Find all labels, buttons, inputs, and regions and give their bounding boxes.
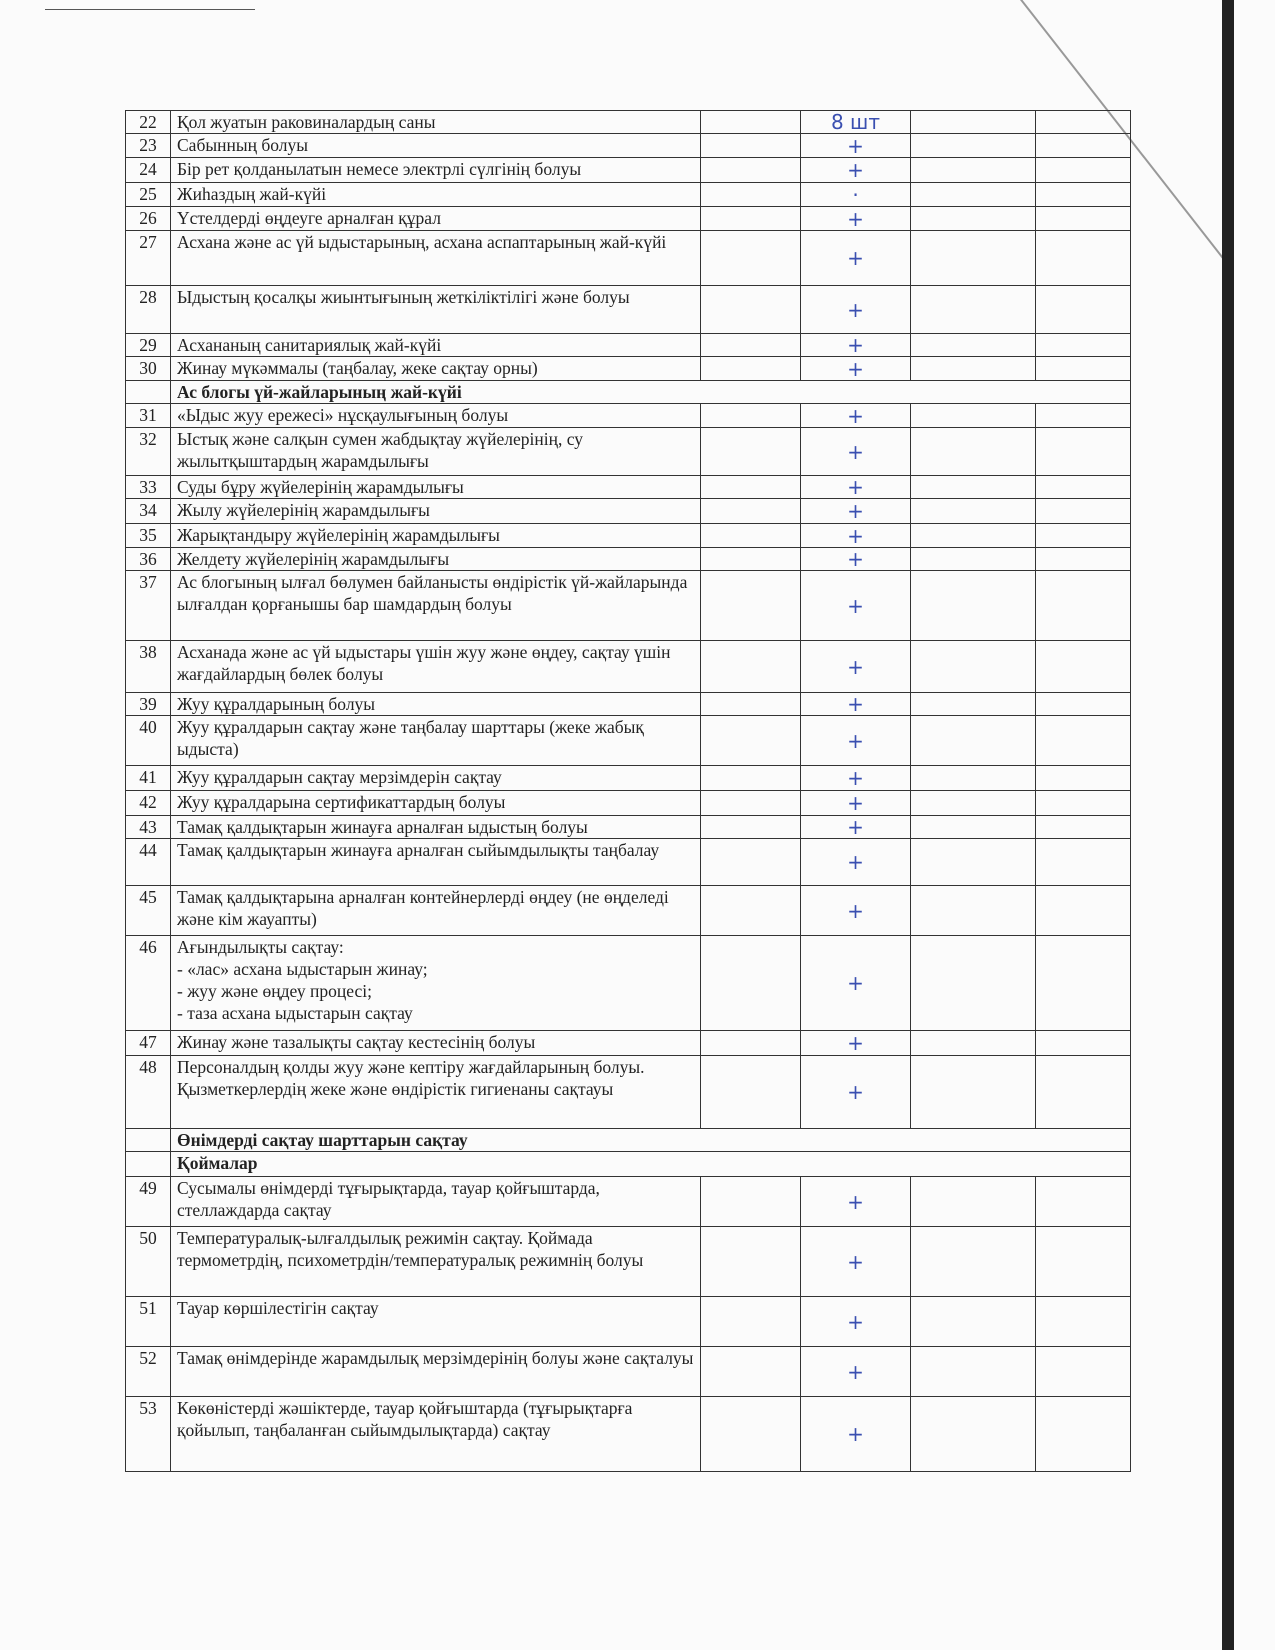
row-text: Жарықтандыру жүйелерінің жарамдылығы bbox=[171, 524, 701, 548]
row-number: 29 bbox=[126, 334, 171, 357]
table-row bbox=[126, 357, 1131, 381]
row-text: Жуу құралдарына сертификаттардың болуы bbox=[171, 791, 701, 816]
empty-cell bbox=[1036, 641, 1131, 693]
table-row bbox=[126, 428, 1131, 476]
empty-cell bbox=[911, 404, 1036, 428]
row-text: Жылу жүйелерінің жарамдылығы bbox=[171, 499, 701, 524]
row-number: 25 bbox=[126, 183, 171, 207]
empty-cell bbox=[701, 791, 801, 816]
table-row bbox=[126, 839, 1131, 886]
row-text: Жуу құралдарын сақтау мерзімдерін сақтау bbox=[171, 766, 701, 791]
empty-cell bbox=[701, 334, 801, 357]
handwritten-mark: + bbox=[801, 839, 911, 886]
table-row bbox=[126, 134, 1131, 158]
empty-cell bbox=[1036, 476, 1131, 499]
row-number: 37 bbox=[126, 571, 171, 641]
empty-cell bbox=[701, 571, 801, 641]
row-number: 26 bbox=[126, 207, 171, 231]
table-row bbox=[126, 816, 1131, 839]
row-number: 31 bbox=[126, 404, 171, 428]
empty-cell bbox=[701, 641, 801, 693]
empty-cell bbox=[701, 111, 801, 134]
empty-cell bbox=[701, 548, 801, 571]
empty-cell bbox=[701, 1227, 801, 1297]
row-text: «Ыдыс жуу ережесі» нұсқаулығының болуы bbox=[171, 404, 701, 428]
row-number: 32 bbox=[126, 428, 171, 476]
row-number bbox=[126, 1129, 171, 1152]
empty-cell bbox=[1036, 111, 1131, 134]
row-text: Тауар көршілестігін сақтау bbox=[171, 1297, 701, 1347]
table-row bbox=[126, 791, 1131, 816]
empty-cell bbox=[701, 428, 801, 476]
handwritten-mark: + bbox=[801, 791, 911, 816]
empty-cell bbox=[1036, 428, 1131, 476]
empty-cell bbox=[911, 428, 1036, 476]
row-number: 30 bbox=[126, 357, 171, 381]
table-row bbox=[126, 1397, 1131, 1472]
handwritten-mark: + bbox=[801, 207, 911, 231]
table-row bbox=[126, 766, 1131, 791]
empty-cell bbox=[1036, 1031, 1131, 1056]
empty-cell bbox=[911, 111, 1036, 134]
empty-cell bbox=[701, 936, 801, 1031]
empty-cell bbox=[701, 134, 801, 158]
row-text: Тамақ қалдықтарын жинауға арналған сыйымдылықты таңбалау bbox=[171, 839, 701, 886]
empty-cell bbox=[911, 571, 1036, 641]
empty-cell bbox=[1036, 716, 1131, 766]
row-number: 43 bbox=[126, 816, 171, 839]
empty-cell bbox=[911, 693, 1036, 716]
table-row bbox=[126, 886, 1131, 936]
empty-cell bbox=[911, 1347, 1036, 1397]
empty-cell bbox=[1036, 334, 1131, 357]
table-row bbox=[126, 936, 1131, 1031]
row-text: Жинау және тазалықты сақтау кестесінің болуы bbox=[171, 1031, 701, 1056]
empty-cell bbox=[911, 1297, 1036, 1347]
empty-cell bbox=[911, 641, 1036, 693]
empty-cell bbox=[1036, 1177, 1131, 1227]
handwritten-mark: + bbox=[801, 886, 911, 936]
row-text: Жуу құралдарын сақтау және таңбалау шарттары (жеке жабық ыдыста) bbox=[171, 716, 701, 766]
empty-cell bbox=[1036, 936, 1131, 1031]
row-text: Асхананың санитариялық жай-күйі bbox=[171, 334, 701, 357]
empty-cell bbox=[701, 476, 801, 499]
empty-cell bbox=[701, 231, 801, 286]
empty-cell bbox=[701, 693, 801, 716]
empty-cell bbox=[911, 1056, 1036, 1129]
table-row bbox=[126, 1347, 1131, 1397]
row-text: Асханада және ас үй ыдыстары үшін жуу және өңдеу, сақтау үшін жағдайлардың бөлек болуы bbox=[171, 641, 701, 693]
empty-cell bbox=[911, 334, 1036, 357]
table-row bbox=[126, 571, 1131, 641]
handwritten-mark: + bbox=[801, 1177, 911, 1227]
empty-cell bbox=[701, 1177, 801, 1227]
section-row bbox=[126, 1129, 1131, 1152]
row-text: Ағындылықты сақтау: - «лас» асхана ыдыстарын жинау; - жуу және өңдеу процесі; - таза асхана ыдыстарын сақтау bbox=[171, 936, 701, 1031]
row-text: Ыдыстың қосалқы жиынтығының жеткіліктілігі және болуы bbox=[171, 286, 701, 334]
row-text: Жиһаздың жай-күйі bbox=[171, 183, 701, 207]
row-number: 28 bbox=[126, 286, 171, 334]
empty-cell bbox=[911, 716, 1036, 766]
empty-cell bbox=[1036, 1056, 1131, 1129]
row-number: 33 bbox=[126, 476, 171, 499]
row-number: 42 bbox=[126, 791, 171, 816]
empty-cell bbox=[911, 766, 1036, 791]
empty-cell bbox=[701, 207, 801, 231]
empty-cell bbox=[911, 286, 1036, 334]
table-row bbox=[126, 1031, 1131, 1056]
empty-cell bbox=[911, 524, 1036, 548]
empty-cell bbox=[911, 1177, 1036, 1227]
empty-cell bbox=[1036, 499, 1131, 524]
empty-cell bbox=[1036, 357, 1131, 381]
handwritten-mark: + bbox=[801, 134, 911, 158]
row-number: 45 bbox=[126, 886, 171, 936]
row-number: 27 bbox=[126, 231, 171, 286]
table-row bbox=[126, 716, 1131, 766]
handwritten-mark: + bbox=[801, 158, 911, 183]
checklist-table bbox=[125, 110, 1131, 1472]
row-number: 40 bbox=[126, 716, 171, 766]
table-row bbox=[126, 1297, 1131, 1347]
empty-cell bbox=[1036, 693, 1131, 716]
empty-cell bbox=[1036, 524, 1131, 548]
empty-cell bbox=[1036, 548, 1131, 571]
row-number: 47 bbox=[126, 1031, 171, 1056]
empty-cell bbox=[911, 791, 1036, 816]
row-number bbox=[126, 1152, 171, 1177]
table-row bbox=[126, 1177, 1131, 1227]
empty-cell bbox=[911, 134, 1036, 158]
empty-cell bbox=[911, 207, 1036, 231]
empty-cell bbox=[1036, 886, 1131, 936]
table-row bbox=[126, 404, 1131, 428]
row-text: Бір рет қолданылатын немесе электрлі сүлгінің болуы bbox=[171, 158, 701, 183]
empty-cell bbox=[1036, 766, 1131, 791]
empty-cell bbox=[1036, 1347, 1131, 1397]
table-row bbox=[126, 334, 1131, 357]
handwritten-mark: + bbox=[801, 428, 911, 476]
handwritten-mark: + bbox=[801, 286, 911, 334]
empty-cell bbox=[701, 766, 801, 791]
row-number: 23 bbox=[126, 134, 171, 158]
handwritten-mark: + bbox=[801, 1031, 911, 1056]
empty-cell bbox=[701, 1347, 801, 1397]
table-row bbox=[126, 476, 1131, 499]
handwritten-mark: + bbox=[801, 404, 911, 428]
empty-cell bbox=[701, 839, 801, 886]
empty-cell bbox=[911, 886, 1036, 936]
handwritten-mark: + bbox=[801, 357, 911, 381]
table-row bbox=[126, 231, 1131, 286]
empty-cell bbox=[1036, 839, 1131, 886]
handwritten-mark: + bbox=[801, 1397, 911, 1472]
handwritten-mark: 8 шт bbox=[801, 111, 911, 134]
empty-cell bbox=[1036, 183, 1131, 207]
row-number: 24 bbox=[126, 158, 171, 183]
row-number: 51 bbox=[126, 1297, 171, 1347]
handwritten-mark: + bbox=[801, 641, 911, 693]
handwritten-mark: + bbox=[801, 693, 911, 716]
empty-cell bbox=[1036, 571, 1131, 641]
empty-cell bbox=[911, 357, 1036, 381]
empty-cell bbox=[701, 404, 801, 428]
empty-cell bbox=[911, 816, 1036, 839]
row-number: 34 bbox=[126, 499, 171, 524]
empty-cell bbox=[911, 1031, 1036, 1056]
empty-cell bbox=[1036, 207, 1131, 231]
handwritten-mark: + bbox=[801, 571, 911, 641]
table-row bbox=[126, 183, 1131, 207]
row-number: 35 bbox=[126, 524, 171, 548]
table-row bbox=[126, 207, 1131, 231]
section-row bbox=[126, 1152, 1131, 1177]
empty-cell bbox=[911, 548, 1036, 571]
row-number: 41 bbox=[126, 766, 171, 791]
row-text: Асхана және ас үй ыдыстарының, асхана аспаптарының жай-күйі bbox=[171, 231, 701, 286]
row-text: Персоналдың қолды жуу және кептіру жағдайларының болуы. Қызметкерлердің жеке және өндірістік гигиенаны сақтауы bbox=[171, 1056, 701, 1129]
handwritten-mark: + bbox=[801, 524, 911, 548]
row-text: Тамақ қалдықтарына арналған контейнерлерді өңдеу (не өңделеді және кім жауапты) bbox=[171, 886, 701, 936]
section-row bbox=[126, 381, 1131, 404]
row-text: Ыстық және салқын сумен жабдықтау жүйелерінің, су жылытқыштардың жарамдылығы bbox=[171, 428, 701, 476]
handwritten-mark: + bbox=[801, 476, 911, 499]
row-text: Жинау мүкәммалы (таңбалау, жеке сақтау орны) bbox=[171, 357, 701, 381]
empty-cell bbox=[701, 357, 801, 381]
scan-right-edge bbox=[1222, 0, 1234, 1650]
table-row bbox=[126, 548, 1131, 571]
row-text: Қоймалар bbox=[171, 1152, 1131, 1177]
empty-cell bbox=[701, 886, 801, 936]
handwritten-mark: + bbox=[801, 716, 911, 766]
empty-cell bbox=[911, 1227, 1036, 1297]
table-row bbox=[126, 499, 1131, 524]
empty-cell bbox=[701, 499, 801, 524]
empty-cell bbox=[1036, 1227, 1131, 1297]
empty-cell bbox=[701, 183, 801, 207]
handwritten-mark: + bbox=[801, 766, 911, 791]
row-text: Жуу құралдарының болуы bbox=[171, 693, 701, 716]
empty-cell bbox=[701, 524, 801, 548]
empty-cell bbox=[1036, 231, 1131, 286]
empty-cell bbox=[701, 1297, 801, 1347]
empty-cell bbox=[1036, 286, 1131, 334]
row-number: 46 bbox=[126, 936, 171, 1031]
empty-cell bbox=[911, 231, 1036, 286]
handwritten-mark: + bbox=[801, 499, 911, 524]
empty-cell bbox=[1036, 1297, 1131, 1347]
row-text: Суды бұру жүйелерінің жарамдылығы bbox=[171, 476, 701, 499]
handwritten-mark: + bbox=[801, 1347, 911, 1397]
row-number: 38 bbox=[126, 641, 171, 693]
row-text: Ас блогының ылғал бөлумен байланысты өндірістік үй-жайларында ылғалдан қорғанышы бар шамдардың болуы bbox=[171, 571, 701, 641]
table-row bbox=[126, 524, 1131, 548]
empty-cell bbox=[911, 183, 1036, 207]
table-row bbox=[126, 693, 1131, 716]
handwritten-mark: + bbox=[801, 936, 911, 1031]
row-number bbox=[126, 381, 171, 404]
handwritten-mark: + bbox=[801, 334, 911, 357]
empty-cell bbox=[911, 158, 1036, 183]
empty-cell bbox=[1036, 404, 1131, 428]
empty-cell bbox=[701, 816, 801, 839]
handwritten-mark: + bbox=[801, 1056, 911, 1129]
row-number: 49 bbox=[126, 1177, 171, 1227]
row-text: Сабынның болуы bbox=[171, 134, 701, 158]
row-text: Қол жуатын раковиналардың саны bbox=[171, 111, 701, 134]
handwritten-mark: + bbox=[801, 231, 911, 286]
row-text: Тамақ қалдықтарын жинауға арналған ыдыстың болуы bbox=[171, 816, 701, 839]
table-row bbox=[126, 286, 1131, 334]
empty-cell bbox=[701, 716, 801, 766]
row-number: 22 bbox=[126, 111, 171, 134]
handwritten-mark: + bbox=[801, 816, 911, 839]
handwritten-mark: + bbox=[801, 1227, 911, 1297]
table-row bbox=[126, 1227, 1131, 1297]
empty-cell bbox=[1036, 134, 1131, 158]
table-row bbox=[126, 1056, 1131, 1129]
row-text: Ас блогы үй-жайларының жай-күйі bbox=[171, 381, 1131, 404]
row-text: Температуралық-ылғалдылық режимін сақтау. Қоймада термометрдің, психометрдін/температуралық режимнің болуы bbox=[171, 1227, 701, 1297]
row-text: Үстелдерді өңдеуге арналған құрал bbox=[171, 207, 701, 231]
handwritten-mark: + bbox=[801, 548, 911, 571]
row-text: Көкөністерді жәшіктерде, тауар қойғыштарда (тұғырықтарға қойылып, таңбаланған сыйымдылықтарда) сақтау bbox=[171, 1397, 701, 1472]
row-number: 44 bbox=[126, 839, 171, 886]
empty-cell bbox=[911, 839, 1036, 886]
empty-cell bbox=[1036, 158, 1131, 183]
empty-cell bbox=[911, 476, 1036, 499]
empty-cell bbox=[701, 1397, 801, 1472]
scan-top-line bbox=[45, 9, 255, 10]
empty-cell bbox=[1036, 816, 1131, 839]
row-text: Өнімдерді сақтау шарттарын сақтау bbox=[171, 1129, 1131, 1152]
row-text: Сусымалы өнімдерді тұғырықтарда, тауар қойғыштарда, стеллаждарда сақтау bbox=[171, 1177, 701, 1227]
row-text: Желдету жүйелерінің жарамдылығы bbox=[171, 548, 701, 571]
empty-cell bbox=[1036, 1397, 1131, 1472]
empty-cell bbox=[911, 499, 1036, 524]
empty-cell bbox=[1036, 791, 1131, 816]
row-text: Тамақ өнімдерінде жарамдылық мерзімдерінің болуы және сақталуы bbox=[171, 1347, 701, 1397]
empty-cell bbox=[701, 1031, 801, 1056]
table-row bbox=[126, 158, 1131, 183]
row-number: 50 bbox=[126, 1227, 171, 1297]
empty-cell bbox=[701, 286, 801, 334]
table-row bbox=[126, 111, 1131, 134]
row-number: 48 bbox=[126, 1056, 171, 1129]
table-row bbox=[126, 641, 1131, 693]
empty-cell bbox=[911, 936, 1036, 1031]
handwritten-mark: + bbox=[801, 1297, 911, 1347]
row-number: 52 bbox=[126, 1347, 171, 1397]
row-number: 36 bbox=[126, 548, 171, 571]
handwritten-mark: · bbox=[801, 183, 911, 207]
empty-cell bbox=[701, 158, 801, 183]
empty-cell bbox=[701, 1056, 801, 1129]
row-number: 53 bbox=[126, 1397, 171, 1472]
empty-cell bbox=[911, 1397, 1036, 1472]
row-number: 39 bbox=[126, 693, 171, 716]
